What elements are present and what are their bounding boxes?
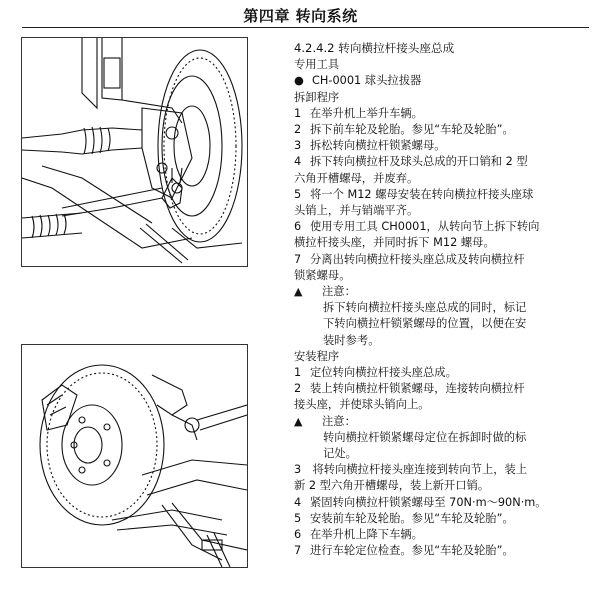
removal-step: 1 在举升机上举升车辆。 bbox=[294, 106, 423, 120]
procedure-text bbox=[294, 40, 586, 560]
caution-label: 注意： bbox=[322, 414, 356, 428]
install-heading: 安装程序 bbox=[294, 349, 340, 363]
caution-1-text: 装时参考。 bbox=[323, 333, 380, 347]
removal-step-cont: 锁紧螺母。 bbox=[294, 268, 351, 282]
install-step: 6 在举升机上降下车辆。 bbox=[294, 528, 423, 542]
caution-label: 注意： bbox=[322, 285, 356, 299]
removal-step-cont: 六角开槽螺母，并废弃。 bbox=[294, 171, 419, 185]
caution-2 bbox=[294, 414, 586, 430]
removal-illustration bbox=[21, 37, 248, 267]
install-step-cont: 新 2 型六角开槽螺母，装上新开口销。 bbox=[294, 479, 490, 493]
warning-icon: ▲ bbox=[294, 285, 303, 299]
caution-2-text: 记处。 bbox=[323, 447, 357, 461]
header-rule bbox=[22, 27, 589, 28]
warning-icon: ▲ bbox=[294, 414, 303, 428]
knuckle-tie-rod-drawing bbox=[22, 38, 247, 266]
install-step: 3 将转向横拉杆接头座连接到转向节上，装上 bbox=[294, 463, 528, 477]
caution-1 bbox=[294, 284, 586, 300]
removal-step-cont: 头销上，并与销端平齐。 bbox=[294, 204, 419, 218]
hub-tie-rod-drawing bbox=[22, 345, 247, 567]
page-header bbox=[0, 0, 601, 30]
removal-step: 7 分离出转向横拉杆接头座总成及转向横拉杆 bbox=[294, 252, 525, 266]
caution-2-text: 转向横拉杆锁紧螺母定位在拆卸时做的标 bbox=[323, 430, 527, 444]
caution-1-text: 下转向横拉杆锁紧螺母的位置，以便在安 bbox=[323, 317, 527, 331]
installation-illustration bbox=[21, 344, 248, 568]
install-step: 4 紧固转向横拉杆锁紧螺母至 70N·m～90N·m。 bbox=[294, 495, 547, 509]
removal-step: 2 拆下前车轮及轮胎。参见“车轮及轮胎”。 bbox=[294, 123, 514, 137]
tool-item bbox=[294, 73, 586, 89]
bullet-icon: ● bbox=[294, 74, 304, 88]
removal-step: 5 将一个 M12 螺母安装在转向横拉杆接头座球 bbox=[294, 187, 534, 201]
removal-step: 6 使用专用工具 CH0001，从转向节上拆下转向 bbox=[294, 220, 540, 234]
install-step: 5 安装前车轮及轮胎。参见“车轮及轮胎”。 bbox=[294, 511, 514, 525]
caution-1-text: 拆下转向横拉杆接头座总成的同时，标记 bbox=[323, 301, 527, 315]
tool-item-text: CH-0001 球头拉拔器 bbox=[312, 74, 422, 88]
section-title: 4.2.4.2 转向横拉杆接头座总成 bbox=[294, 41, 455, 55]
chapter-title: 第四章 转向系统 bbox=[243, 7, 358, 25]
install-step-cont: 接头座，并使球头销向上。 bbox=[294, 398, 430, 412]
removal-step: 4 拆下转向横拉杆及球头总成的开口销和 2 型 bbox=[294, 155, 528, 169]
removal-step: 3 拆松转向横拉杆锁紧螺母。 bbox=[294, 139, 446, 153]
install-step: 2 装上转向横拉杆锁紧螺母，连接转向横拉杆 bbox=[294, 382, 525, 396]
tools-heading: 专用工具 bbox=[294, 58, 340, 72]
install-step: 1 定位转向横拉杆接头座总成。 bbox=[294, 366, 457, 380]
install-step: 7 进行车轮定位检查。参见“车轮及轮胎”。 bbox=[294, 544, 514, 558]
removal-heading: 拆卸程序 bbox=[294, 90, 340, 104]
removal-step-cont: 横拉杆接头座，并同时拆下 M12 螺母。 bbox=[294, 236, 495, 250]
